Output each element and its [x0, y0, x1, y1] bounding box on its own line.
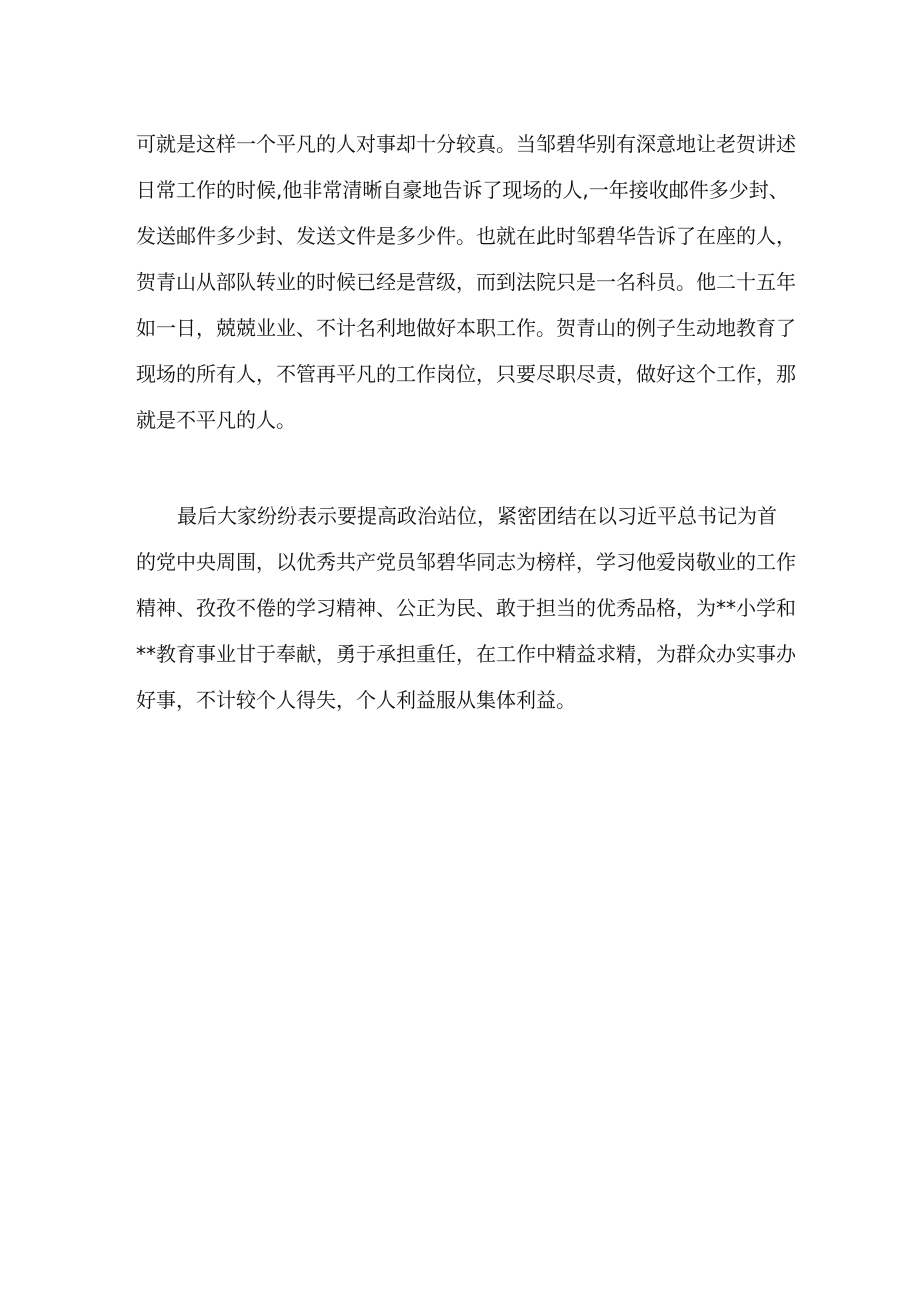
paragraph-2-line: 的党中央周围，以优秀共产党员邹碧华同志为榜样，学习他爱岗敬业的工作 [136, 550, 796, 574]
paragraph-1-line: 可就是这样一个平凡的人对事却十分较真。当邹碧华别有深意地让老贺讲述 [136, 132, 796, 156]
paragraph-2-line: **教育事业甘于奉献，勇于承担重任，在工作中精益求精，为群众办实事办 [136, 642, 796, 666]
paragraph-2-line: 精神、孜孜不倦的学习精神、公正为民、敢于担当的优秀品格，为**小学和 [136, 596, 796, 620]
paragraph-1-line: 就是不平凡的人。 [136, 408, 296, 432]
paragraph-1-line: 贺青山从部队转业的时候已经是营级，而到法院只是一名科员。他二十五年 [136, 270, 796, 294]
paragraph-2-line: 好事，不计较个人得失，个人利益服从集体利益。 [136, 688, 576, 712]
paragraph-2-line: 最后大家纷纷表示要提高政治站位，紧密团结在以习近平总书记为首 [177, 504, 777, 528]
paragraph-1-line: 如一日，兢兢业业、不计名利地做好本职工作。贺青山的例子生动地教育了 [136, 316, 796, 340]
paragraph-1-line: 现场的所有人，不管再平凡的工作岗位，只要尽职尽责，做好这个工作，那 [136, 362, 796, 386]
paragraph-1-line: 日常工作的时候,他非常清晰自豪地告诉了现场的人,一年接收邮件多少封、 [136, 178, 789, 202]
paragraph-1-line: 发送邮件多少封、发送文件是多少件。也就在此时邹碧华告诉了在座的人， [136, 224, 796, 248]
